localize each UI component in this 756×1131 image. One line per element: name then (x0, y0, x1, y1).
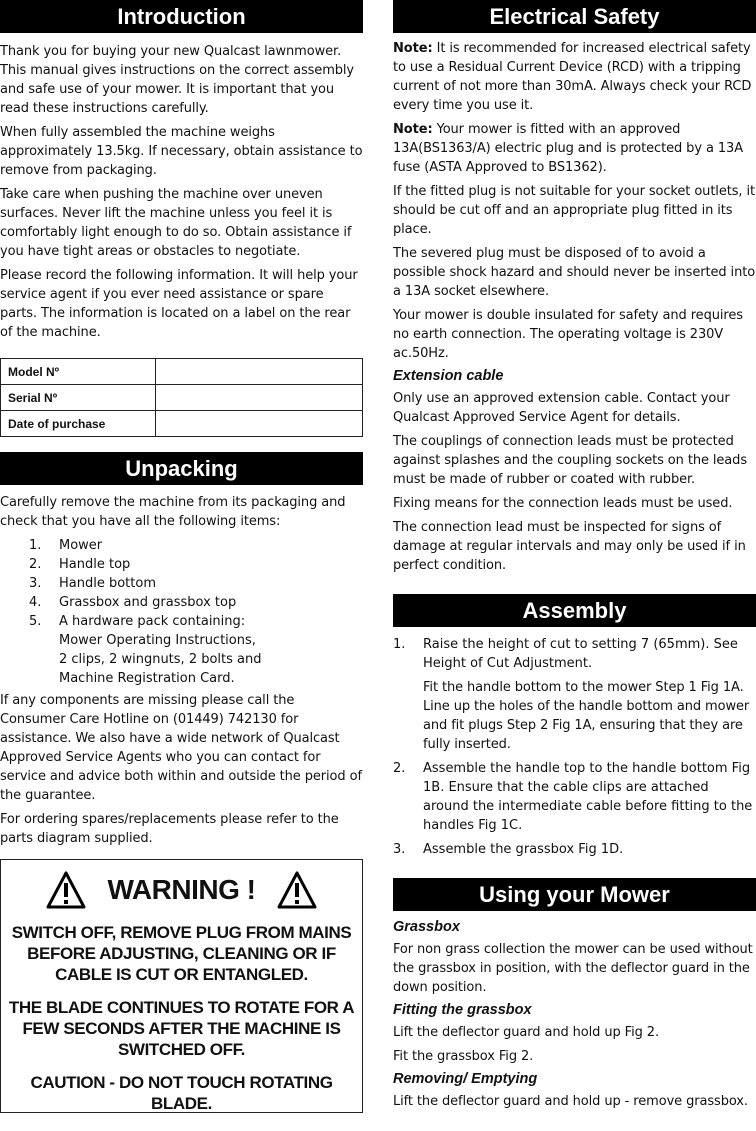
note-paragraph: Note: Your mower is fitted with an approved 13A(BS1363/A) electric plug and is protected by a 13A fuse (ASTA Approved to BS1362). (393, 122, 743, 175)
warning-triangle-icon (46, 871, 86, 909)
unpacking-list (0, 536, 363, 688)
warning-text: CAUTION - DO NOT TOUCH ROTATING BLADE. (30, 1073, 333, 1113)
list-item: 4. Grassbox and grassbox top (29, 595, 237, 610)
list-item: 3. Handle bottom (29, 576, 156, 591)
grassbox-heading: Grassbox (393, 919, 460, 935)
electrical-safety-heading: Electrical Safety (393, 0, 756, 33)
unpacking-paragraph: For ordering spares/replacements please refer to the parts diagram supplied. (0, 812, 339, 846)
fitting-paragraph: Lift the deflector guard and hold up Fig 2. (393, 1025, 660, 1040)
intro-paragraph: Thank you for buying your new Qualcast lawnmower. This manual gives instructions on the correct assembly and safe use of your mower. It is important that you read these instructions carefully. (0, 44, 355, 116)
table-row (1, 359, 363, 385)
right-column (393, 0, 756, 1116)
introduction-heading: Introduction (0, 0, 363, 33)
unpacking-heading: Unpacking (0, 452, 363, 485)
warning-text: SWITCH OFF, REMOVE PLUG FROM MAINS BEFORE ADJUSTING, CLEANING OR IF CABLE IS CUT OR ENTANGLED. (11, 923, 352, 984)
serial-number-field[interactable] (156, 385, 363, 411)
product-info-table (0, 358, 363, 437)
intro-paragraph: Take care when pushing the machine over uneven surfaces. Never lift the machine unless you feel it is comfortably light enough to do so. Obtain assistance if you have tight areas or obstacles to negotiate. (0, 187, 352, 259)
fitting-paragraph: Fit the grassbox Fig 2. (393, 1049, 534, 1064)
unpacking-paragraph: If any components are missing please call the Consumer Care Hotline on (01449) 742130 for assistance. We also have a wide network of Qualcast Approved Service Agents who you can contact for service and advice both within and outside the period of the guarantee. (0, 693, 362, 803)
removing-emptying-heading: Removing/ Emptying (393, 1071, 538, 1087)
table-row (1, 385, 363, 411)
list-item: 1. Raise the height of cut to setting 7 (65mm). See Height of Cut Adjustment. Fit the handle bottom to the mower Step 1 Fig 1A. Line up the holes of the handle bottom and mower and fit plugs Step 2 Fig 1A, ensuring that they are fully inserted. (393, 637, 750, 752)
extension-paragraph: Only use an approved extension cable. Contact your Qualcast Approved Service Agent for details. (393, 391, 730, 425)
extension-paragraph: Fixing means for the connection leads must be used. (393, 496, 733, 511)
electrical-paragraph: The severed plug must be disposed of to avoid a possible shock hazard and should never be inserted into a 13A socket elsewhere. (393, 246, 756, 299)
list-item: 2. Handle top (29, 557, 131, 572)
note-paragraph: Note: It is recommended for increased electrical safety to use a Residual Current Device (RCD) with a tripping current of not more than 30mA. Always check your RCD every time you use it. (393, 41, 752, 113)
using-your-mower-heading: Using your Mower (393, 878, 756, 911)
warning-box (0, 859, 363, 1113)
serial-number-label: Serial Nº (1, 385, 156, 411)
assembly-heading: Assembly (393, 594, 756, 627)
electrical-paragraph: If the fitted plug is not suitable for your socket outlets, it should be cut off and an appropriate plug fitted in its place. (393, 184, 755, 237)
model-number-field[interactable] (156, 359, 363, 385)
grassbox-paragraph: For non grass collection the mower can be used without the grassbox in position, with the deflector guard in the down position. (393, 942, 753, 995)
intro-paragraph: Please record the following information. It will help your service agent if you ever need assistance or spare parts. The information is located on a label on the rear of the machine. (0, 268, 358, 340)
list-item: 3. Assemble the grassbox Fig 1D. (393, 842, 624, 857)
intro-paragraph: When fully assembled the machine weighs approximately 13.5kg. If necessary, obtain assistance to remove from packaging. (0, 125, 363, 178)
list-item: 2. Assemble the handle top to the handle bottom Fig 1B. Ensure that the cable clips are attached around the intermediate cable before fitting to the handles Fig 1C. (393, 761, 753, 833)
assembly-steps (393, 635, 756, 859)
warning-triangle-icon (277, 871, 317, 909)
model-number-label: Model Nº (1, 359, 156, 385)
list-item: 1. Mower (29, 538, 103, 553)
fitting-grassbox-heading: Fitting the grassbox (393, 1002, 532, 1018)
warning-header (1, 870, 362, 910)
warning-text: THE BLADE CONTINUES TO ROTATE FOR A FEW SECONDS AFTER THE MACHINE IS SWITCHED OFF. (8, 998, 355, 1059)
extension-paragraph: The connection lead must be inspected for signs of damage at regular intervals and may only be used if in perfect condition. (393, 520, 746, 573)
electrical-paragraph: Your mower is double insulated for safety and requires no earth connection. The operating voltage is 230V ac.50Hz. (393, 308, 743, 361)
left-column (0, 0, 363, 1113)
list-item: 5. A hardware pack containing: Mower Operating Instructions, 2 clips, 2 wingnuts, 2 bolts and Machine Registration Card. (29, 614, 262, 686)
extension-paragraph: The couplings of connection leads must be protected against splashes and the coupling sockets on the leads must be made of rubber or coated with rubber. (393, 434, 747, 487)
warning-title: WARNING ! (107, 874, 256, 905)
table-row (1, 411, 363, 437)
removing-paragraph: Lift the deflector guard and hold up - remove grassbox. (393, 1094, 748, 1109)
unpacking-intro: Carefully remove the machine from its packaging and check that you have all the following items: (0, 495, 346, 529)
date-of-purchase-label: Date of purchase (1, 411, 156, 437)
extension-cable-heading: Extension cable (393, 368, 504, 384)
date-of-purchase-field[interactable] (156, 411, 363, 437)
